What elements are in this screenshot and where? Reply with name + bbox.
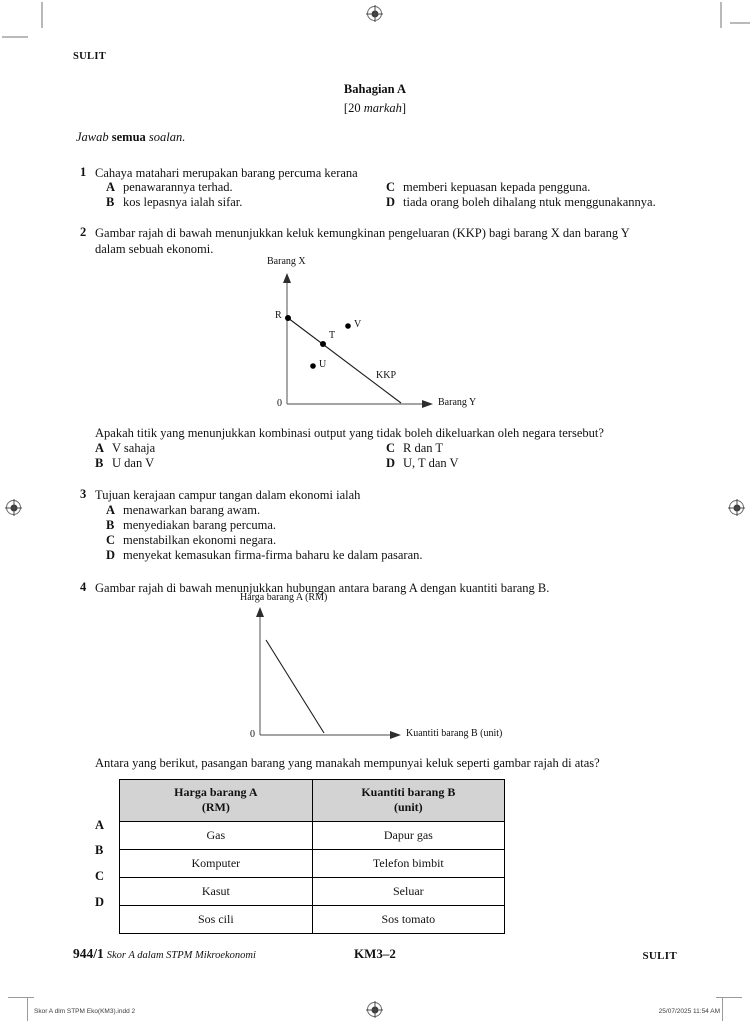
registration-mark-left	[6, 500, 21, 515]
table-header-col1-line2: (RM)	[201, 800, 230, 814]
option-letter: A	[95, 441, 105, 455]
instruction-answer-all	[76, 130, 185, 145]
option-letter: B	[106, 518, 115, 532]
option-text: kos lepasnya ialah sifar.	[123, 195, 243, 209]
table-cell-col2: Seluar	[312, 878, 504, 906]
print-strip	[0, 990, 750, 1026]
question-4-number: 4	[80, 580, 87, 594]
option-text: U dan V	[112, 456, 155, 470]
table-cell-col1: Sos cili	[120, 906, 313, 934]
table-header-col2-line1: Kuantiti barang B	[361, 785, 456, 799]
option-text: menyekat kemasukan firma-firma baharu ke dalam pasaran.	[123, 548, 423, 562]
question-2-option-b[interactable]	[95, 456, 154, 471]
demand-y-axis-arrowhead	[256, 607, 264, 617]
instruction-jawab: Jawab	[76, 130, 109, 144]
print-strip-vrule-left	[27, 997, 28, 1021]
table-cell-col1: Komputer	[120, 850, 313, 878]
question-3-number: 3	[80, 487, 87, 501]
print-strip-file-name: Skor A dlm STPM Eko(KM3).indd 2	[34, 1008, 136, 1015]
option-letter: C	[386, 441, 396, 455]
table-head	[120, 780, 505, 822]
question-1-option-b[interactable]	[106, 195, 242, 210]
footer-page-marker: KM3–2	[354, 946, 396, 961]
table-cell-col1: Gas	[120, 822, 313, 850]
registration-mark-top	[367, 6, 382, 21]
question-4-question-line: Antara yang berikut, pasangan barang yang manakah mempunyai keluk seperti gambar rajah di atas?	[95, 756, 600, 770]
question-3-option-d[interactable]	[106, 548, 423, 563]
table-row[interactable]	[120, 906, 505, 934]
ppf-point-r	[285, 315, 291, 321]
crop-mark-top-right-v	[720, 2, 722, 28]
demand-y-axis-label: Harga barang A (RM)	[240, 592, 328, 603]
crop-mark-top-left-v	[41, 2, 43, 28]
crop-mark-top-left-h	[2, 36, 28, 38]
registration-mark-bottom	[367, 1002, 382, 1017]
demand-diagram	[238, 592, 528, 746]
table-row-label-b: B	[95, 843, 104, 857]
question-3-stem: Tujuan kerajaan campur tangan dalam ekonomi ialah	[95, 488, 361, 502]
option-text: R dan T	[403, 441, 444, 455]
option-letter: D	[106, 548, 116, 562]
section-marks-suffix: ]	[401, 101, 407, 115]
table-row-label-d: D	[95, 895, 105, 909]
question-3-option-a[interactable]	[106, 503, 260, 518]
table-header-row	[120, 780, 505, 822]
option-letter: C	[386, 180, 396, 194]
option-letter: A	[106, 180, 116, 194]
question-2-question-line: Apakah titik yang menunjukkan kombinasi output yang tidak boleh dikeluarkan oleh negara tersebut?	[95, 426, 604, 440]
confidential-label-top: SULIT	[73, 51, 107, 62]
ppf-x-axis-label: Barang Y	[438, 397, 477, 408]
option-letter: B	[95, 456, 104, 470]
ppf-curve	[288, 318, 401, 403]
registration-mark-right	[729, 500, 744, 515]
option-letter: B	[106, 195, 115, 209]
table-row-label-a: A	[95, 818, 105, 832]
table-header-col1-line1: Harga barang A	[174, 785, 258, 799]
ppf-diagram-svg	[250, 258, 510, 418]
ppf-point-u	[310, 363, 316, 369]
option-letter: D	[386, 195, 396, 209]
option-text: menstabilkan ekonomi negara.	[123, 533, 277, 547]
option-text: menyediakan barang percuma.	[123, 518, 277, 532]
table-row[interactable]	[120, 822, 505, 850]
ppf-origin-label: 0	[277, 398, 282, 409]
option-text: V sahaja	[112, 441, 156, 455]
question-2-number: 2	[80, 225, 87, 239]
table-cell-col2: Telefon bimbit	[312, 850, 504, 878]
table-row[interactable]	[120, 850, 505, 878]
option-text: penawarannya terhad.	[123, 180, 233, 194]
question-2-option-d[interactable]	[386, 456, 459, 471]
question-2-stem-line1: Gambar rajah di bawah menunjukkan keluk kemungkinan pengeluaran (KKP) bagi barang X dan barang Y	[95, 226, 630, 240]
question-1-option-c[interactable]	[386, 180, 590, 195]
demand-x-axis-label: Kuantiti barang B (unit)	[406, 728, 503, 739]
option-text: tiada orang boleh dihalang ntuk menggunakannya.	[403, 195, 656, 209]
print-strip-vrule-right	[722, 997, 723, 1021]
option-text: U, T dan V	[403, 456, 459, 470]
instruction-semua: semua	[111, 130, 146, 144]
instruction-soalan: soalan.	[148, 130, 186, 144]
option-text: memberi kepuasan kepada pengguna.	[403, 180, 591, 194]
ppf-point-t	[320, 341, 326, 347]
footer-confidential: SULIT	[642, 950, 677, 962]
option-letter: C	[106, 533, 116, 547]
ppf-point-v	[345, 323, 351, 329]
print-strip-timestamp: 25/07/2025 11:54 AM	[658, 1008, 720, 1015]
demand-diagram-svg	[238, 596, 528, 746]
question-1-option-d[interactable]	[386, 195, 656, 210]
table-header-col2-line2: (unit)	[393, 800, 423, 814]
question-2-stem-line2: dalam sebuah ekonomi.	[95, 242, 214, 256]
question-1-number: 1	[80, 165, 87, 179]
question-2-option-a[interactable]	[95, 441, 155, 456]
table-cell-col1: Kasut	[120, 878, 313, 906]
crop-mark-top-right-h	[730, 22, 750, 24]
ppf-y-axis-arrowhead	[283, 273, 291, 283]
option-letter: D	[386, 456, 396, 470]
ppf-point-u-label: U	[319, 359, 327, 370]
table-row[interactable]	[120, 878, 505, 906]
print-strip-rule-right	[716, 997, 742, 998]
option-text: menawarkan barang awam.	[123, 503, 261, 517]
question-1-option-a[interactable]	[106, 180, 233, 195]
question-1-stem: Cahaya matahari merupakan barang percuma kerana	[95, 166, 358, 180]
question-4-stem: Gambar rajah di bawah menunjukkan hubungan antara barang A dengan kuantiti barang B.	[95, 581, 550, 595]
demand-origin-label: 0	[250, 729, 255, 740]
ppf-diagram	[250, 258, 510, 418]
ppf-y-axis-label: Barang X	[267, 256, 306, 267]
footer-right	[642, 948, 677, 963]
ppf-point-v-label: V	[354, 319, 362, 330]
table-body	[120, 822, 505, 934]
option-letter: A	[106, 503, 116, 517]
footer-center	[0, 946, 750, 962]
table-header-col1	[120, 780, 313, 822]
demand-curve	[266, 640, 324, 733]
section-marks-italic: markah	[363, 101, 402, 115]
demand-x-axis-arrowhead	[390, 731, 401, 739]
section-marks	[0, 101, 750, 116]
section-marks-prefix: [20	[343, 101, 364, 115]
question-3-option-c[interactable]	[106, 533, 276, 548]
table-cell-col2: Sos tomato	[312, 906, 504, 934]
ppf-x-axis-arrowhead	[422, 400, 433, 408]
ppf-point-t-label: T	[329, 330, 336, 341]
question-2-option-c[interactable]	[386, 441, 443, 456]
question-3-option-b[interactable]	[106, 518, 276, 533]
table-cell-col2: Dapur gas	[312, 822, 504, 850]
table-row-label-c: C	[95, 869, 105, 883]
ppf-point-r-label: R	[275, 310, 282, 321]
goods-pairs-table	[119, 779, 505, 934]
print-strip-rule-left	[8, 997, 34, 998]
ppf-curve-label: KKP	[376, 370, 397, 381]
section-title: Bahagian A	[343, 82, 407, 96]
footer-paper-code: 944/1	[73, 946, 104, 961]
table-header-col2	[312, 780, 504, 822]
footer-paper-title: Skor A dalam STPM Mikroekonomi	[106, 950, 256, 961]
